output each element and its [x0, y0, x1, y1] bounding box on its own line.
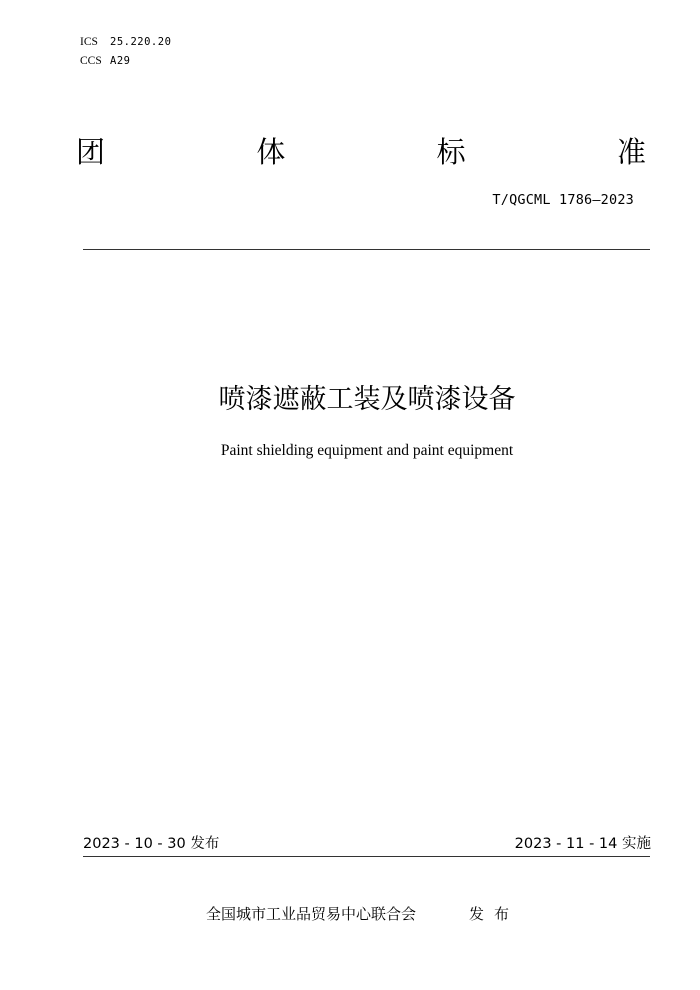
- heading-char: 体: [256, 135, 286, 169]
- classification-codes: [80, 33, 171, 71]
- heading-char: 准: [616, 135, 646, 169]
- heading-char: 团: [76, 135, 106, 169]
- ics-value: 25.220.20: [110, 36, 172, 48]
- heading-char: 标: [436, 135, 466, 169]
- ics-label: ICS: [80, 36, 98, 48]
- ccs-value: A29: [110, 55, 131, 67]
- bottom-divider: [83, 856, 650, 857]
- publish-action: 发布: [469, 905, 520, 923]
- publisher-name: 全国城市工业品贸易中心联合会: [206, 905, 417, 923]
- implementation-date: 2023 - 11 - 14 实施: [514, 836, 651, 852]
- title-chinese: 喷漆遮蔽工装及喷漆设备: [218, 384, 516, 415]
- ics-code-row: [80, 33, 171, 52]
- ccs-label: CCS: [80, 55, 102, 67]
- standard-number: T/QGCML 1786—2023: [492, 192, 634, 208]
- top-divider: [83, 249, 650, 250]
- issue-date: 2023 - 10 - 30 发布: [83, 836, 220, 852]
- ccs-code-row: [80, 52, 171, 71]
- title-english: Paint shielding equipment and paint equipment: [220, 442, 514, 459]
- standard-type-heading: [76, 135, 646, 169]
